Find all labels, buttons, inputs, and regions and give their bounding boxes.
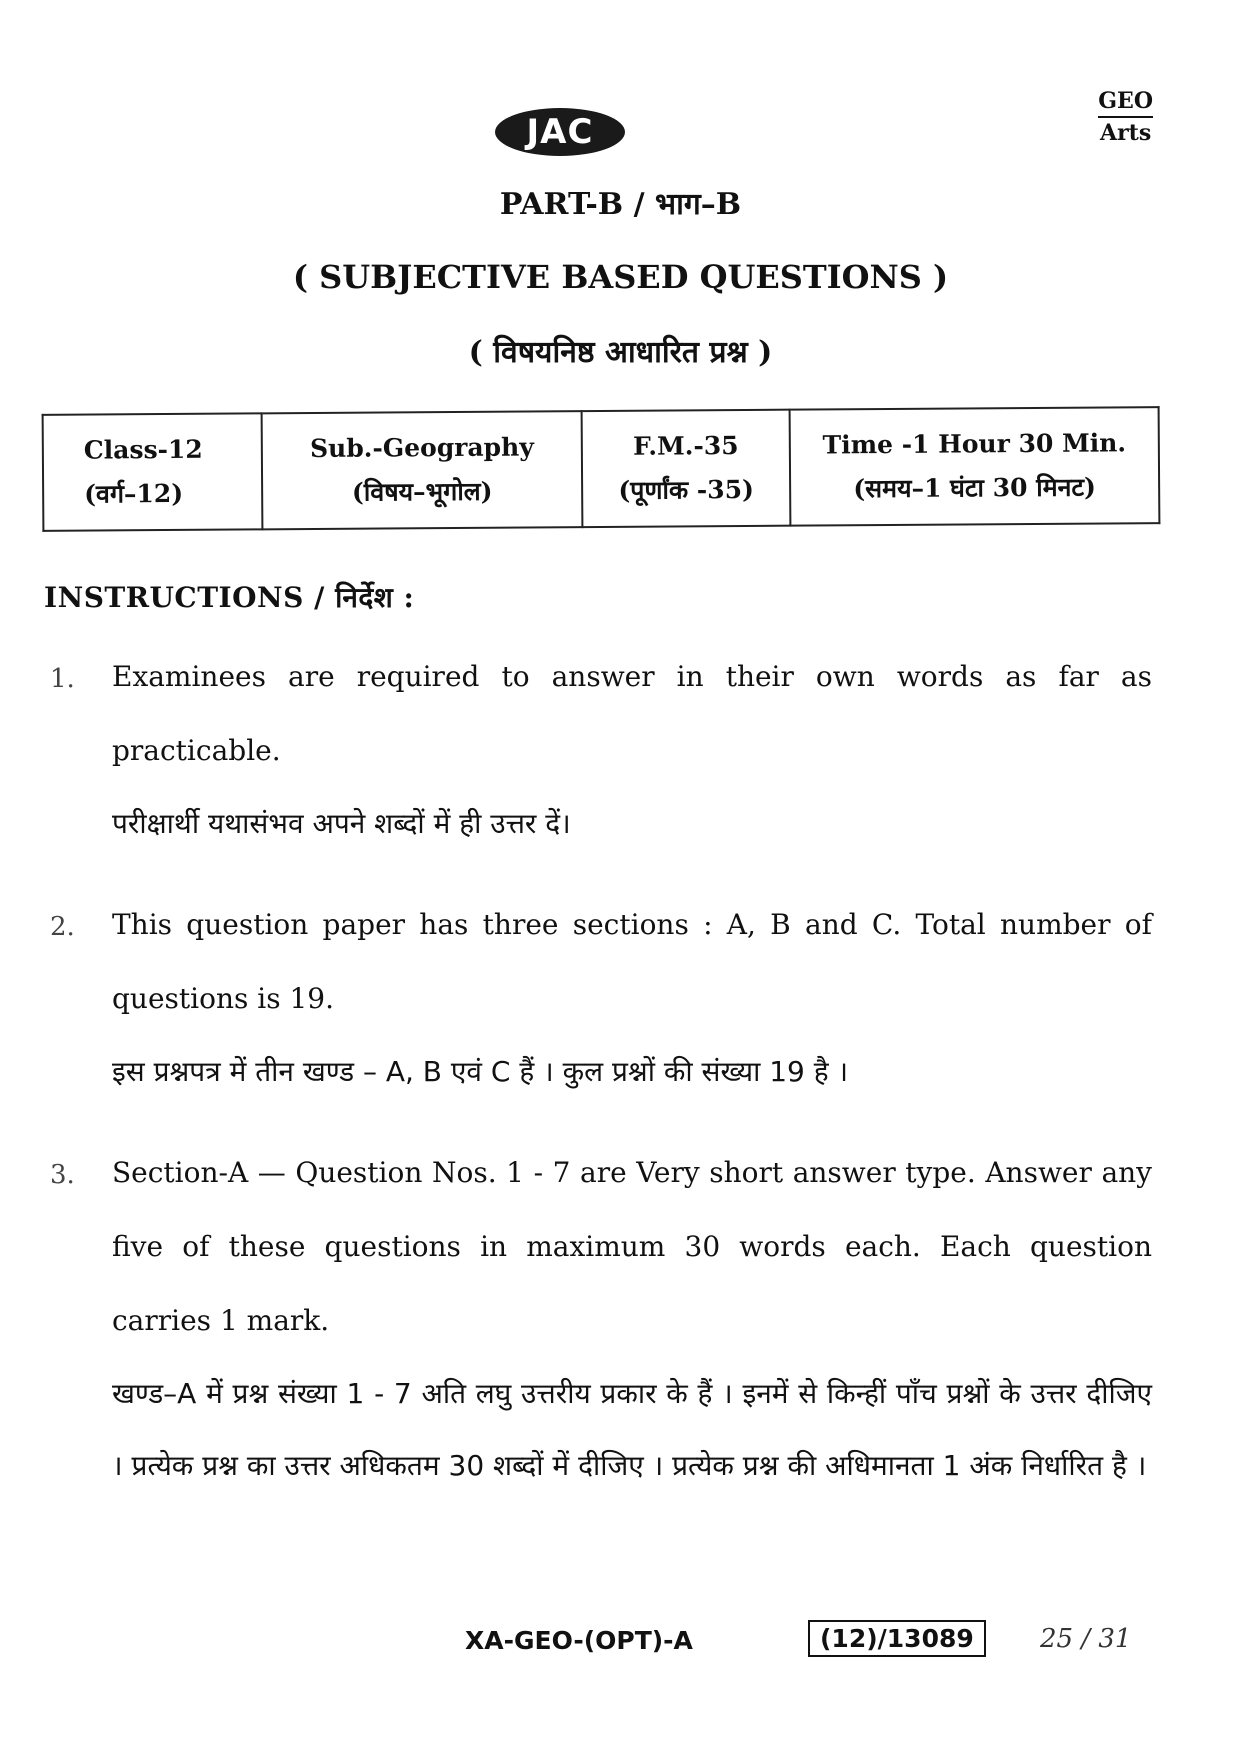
jac-logo: JAC <box>495 108 625 156</box>
paper-code: XA-GEO-(OPT)-A <box>465 1626 693 1655</box>
paper-serial-box: (12)/13089 <box>808 1620 986 1657</box>
marks-cell <box>582 410 791 527</box>
subject-cell <box>262 411 583 529</box>
part-title: PART-B / भाग–B <box>499 187 742 222</box>
instruction-english: Section-A — Question Nos. 1 - 7 are Very short answer type. Answer any five of these questions in maximum 30 words each. Each question carries 1 mark. <box>112 1156 1152 1337</box>
instructions-heading: INSTRUCTIONS / निर्देश : <box>44 581 415 614</box>
section-title-english: ( SUBJECTIVE BASED QUESTIONS ) <box>292 258 949 296</box>
page-number: 25 / 31 <box>1040 1624 1132 1654</box>
instruction-number: 3. <box>50 1160 75 1190</box>
time-english: Time -1 Hour 30 Min. <box>822 428 1127 460</box>
subject-stream-tag <box>1098 86 1153 148</box>
marks-english: F.M.-35 <box>632 431 739 461</box>
section-title-hindi: ( विषयनिष्ठ आधारित प्रश्न ) <box>468 335 773 370</box>
marks-hindi: (पूर्णांक -35) <box>618 474 754 505</box>
class-cell <box>43 413 263 531</box>
instruction-number: 1. <box>50 664 75 694</box>
time-cell <box>790 407 1160 526</box>
instruction-number: 2. <box>50 912 75 942</box>
stream-label: Arts <box>1100 120 1152 146</box>
subject-english: Sub.-Geography <box>309 432 534 464</box>
exam-info-table <box>42 406 1161 532</box>
instruction-hindi: इस प्रश्नपत्र में तीन खण्ड – A, B एवं C हैं । कुल प्रश्नों की संख्या 19 है । <box>112 1055 849 1088</box>
instruction-hindi: परीक्षार्थी यथासंभव अपने शब्दों में ही उत्तर दें। <box>112 807 571 840</box>
instruction-english: Examinees are required to answer in their own words as far as practicable. <box>112 660 1152 767</box>
subject-hindi: (विषय–भूगोल) <box>351 476 493 507</box>
time-hindi: (समय–1 घंटा 30 मिनट) <box>853 472 1097 504</box>
class-english: Class-12 <box>83 434 203 465</box>
class-hindi: (वर्ग–12) <box>84 478 184 509</box>
subject-code: GEO <box>1098 86 1153 118</box>
instruction-english: This question paper has three sections : A, B and C. Total number of questions is 19. <box>112 908 1152 1015</box>
instruction-hindi: खण्ड–A में प्रश्न संख्या 1 - 7 अति लघु उत्तरीय प्रकार के हैं । इनमें से किन्हीं पाँच प्रश्नों के उत्तर दीजिए । प्रत्येक प्रश्न का उत्तर अधिकतम 30 शब्दों में दीजिए । प्रत्येक प्रश्न की अधिमानता 1 अंक निर्धारित है । <box>112 1377 1152 1482</box>
